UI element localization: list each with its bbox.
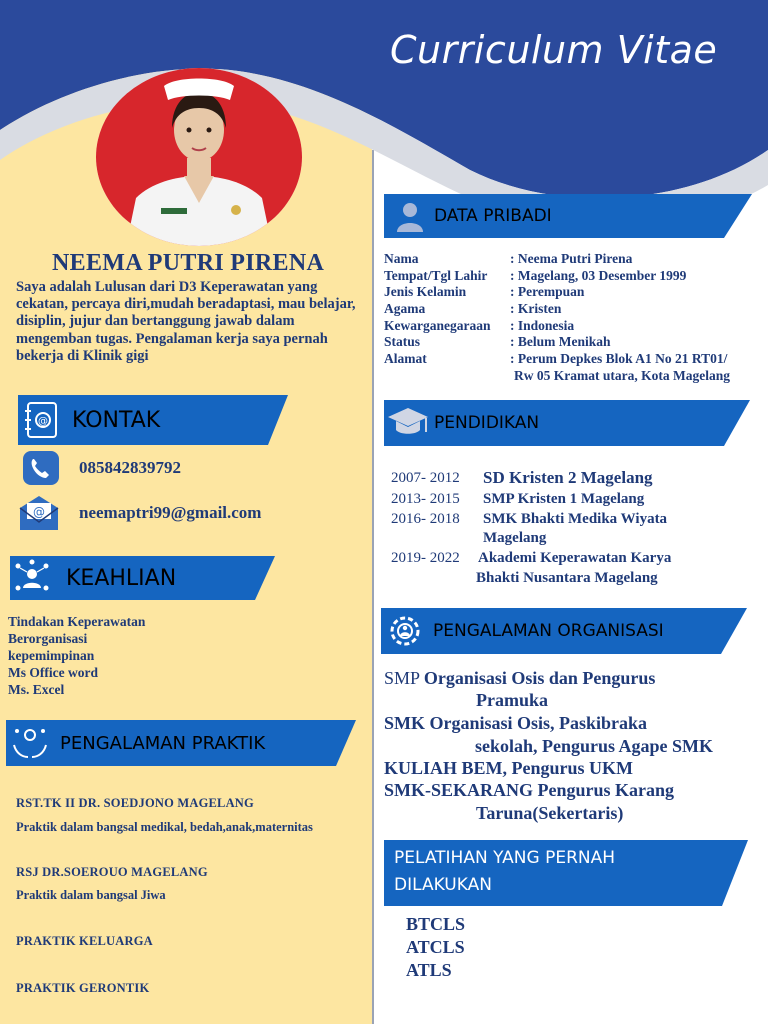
phone-icon bbox=[22, 450, 60, 486]
care-hands-icon bbox=[10, 723, 50, 763]
training-item: ATCLS bbox=[406, 937, 465, 957]
skill-item: Ms Office word bbox=[8, 665, 98, 680]
keahlian-title: KEAHLIAN bbox=[66, 565, 177, 591]
profile-photo bbox=[96, 68, 302, 246]
organization-line: KULIAH BEM, Pengurus UKM bbox=[384, 758, 634, 778]
info-label: Alamat bbox=[384, 351, 427, 367]
education-years: 2007- 2012 bbox=[391, 470, 460, 486]
graduation-cap-icon bbox=[386, 402, 430, 442]
info-value: : Belum Menikah bbox=[510, 334, 611, 350]
contact-email: neemaptri99@gmail.com bbox=[79, 503, 262, 522]
column-divider bbox=[372, 150, 374, 1024]
pendidikan-title: PENDIDIKAN bbox=[434, 413, 540, 433]
skill-item: kepemimpinan bbox=[8, 648, 95, 663]
praktik-banner bbox=[6, 720, 356, 766]
pelatihan-banner bbox=[384, 840, 748, 906]
praktik-title: PENGALAMAN PRAKTIK bbox=[60, 732, 266, 754]
info-value: : Indonesia bbox=[510, 317, 575, 333]
keahlian-banner bbox=[10, 556, 275, 600]
data-pribadi-banner bbox=[384, 194, 752, 238]
data-pribadi-title: DATA PRIBADI bbox=[434, 206, 552, 226]
info-label: Nama bbox=[384, 251, 419, 266]
svg-text:@: @ bbox=[38, 416, 48, 427]
practice-title: RSJ DR.SOEROUO MAGELANG bbox=[16, 865, 208, 879]
education-years: 2013- 2015 bbox=[391, 491, 460, 507]
organization-line: SMK Organisasi Osis, Paskibraka bbox=[384, 713, 648, 733]
skill-item: Tindakan Keperawatan bbox=[8, 614, 146, 629]
organization-line: Pramuka bbox=[476, 690, 548, 710]
education-years: 2019- 2022 bbox=[391, 550, 460, 566]
kontak-banner bbox=[18, 395, 288, 445]
email-icon bbox=[18, 494, 60, 532]
training-item: ATLS bbox=[406, 960, 452, 980]
info-value: Rw 05 Kramat utara, Kota Magelang bbox=[514, 367, 730, 383]
address-book-icon bbox=[22, 400, 62, 440]
pelatihan-title-line2: DILAKUKAN bbox=[394, 875, 492, 895]
profile-summary: Saya adalah Lulusan dari D3 Keperawatan yang cekatan, percaya diri,mudah beradaptasi, mau belajar, disiplin, jujur dan bertanggung jawab dalam mengemban tugas. Pengalaman kerja saya pernah bekerja di Klinik gigi bbox=[16, 279, 356, 364]
skill-item: Ms. Excel bbox=[8, 682, 65, 697]
education-school: SD Kristen 2 Magelang bbox=[483, 468, 653, 487]
education-school: SMP Kristen 1 Magelang bbox=[483, 491, 645, 507]
education-school: Akademi Keperawatan Karya bbox=[478, 550, 672, 566]
education-years: 2016- 2018 bbox=[391, 511, 460, 527]
practice-description: Praktik dalam bangsal Jiwa bbox=[16, 888, 166, 902]
organization-line: Taruna(Sekertaris) bbox=[476, 803, 624, 823]
practice-title: RST.TK II DR. SOEDJONO MAGELANG bbox=[16, 796, 254, 810]
practice-description: Praktik dalam bangsal medikal, bedah,anak,maternitas bbox=[16, 820, 313, 834]
education-school: Magelang bbox=[483, 530, 547, 546]
info-value: : Neema Putri Pirena bbox=[510, 251, 633, 266]
organisasi-title: PENGALAMAN ORGANISASI bbox=[433, 621, 664, 641]
person-network-icon bbox=[12, 558, 52, 598]
info-label: Jenis Kelamin bbox=[384, 284, 467, 300]
organization-line: sekolah, Pengurus Agape SMK bbox=[475, 736, 714, 756]
info-label: Kewarganegaraan bbox=[384, 317, 491, 333]
organisasi-banner bbox=[381, 608, 747, 654]
info-value: : Perempuan bbox=[510, 284, 585, 300]
info-value: : Kristen bbox=[510, 301, 562, 317]
cv-title: Curriculum Vitae bbox=[390, 28, 718, 72]
profile-name: NEEMA PUTRI PIRENA bbox=[52, 250, 325, 276]
organization-line: SMK-SEKARANG Pengurus Karang bbox=[384, 780, 675, 800]
user-icon bbox=[392, 198, 428, 234]
kontak-title: KONTAK bbox=[72, 407, 161, 433]
pelatihan-title-line1: PELATIHAN YANG PERNAH bbox=[394, 848, 616, 868]
skill-item: Berorganisasi bbox=[8, 631, 88, 646]
info-label: Status bbox=[384, 334, 421, 350]
organization-gear-icon bbox=[385, 611, 425, 651]
organization-level: SMP bbox=[384, 668, 424, 688]
contact-phone: 085842839792 bbox=[79, 458, 181, 477]
organization-line bbox=[384, 668, 655, 689]
svg-text:@: @ bbox=[33, 505, 45, 519]
info-label: Tempat/Tgl Lahir bbox=[384, 267, 488, 283]
training-item: BTCLS bbox=[406, 914, 466, 934]
info-label: Agama bbox=[384, 301, 426, 317]
organization-detail: Organisasi Osis dan Pengurus bbox=[423, 668, 656, 688]
info-value: : Perum Depkes Blok A1 No 21 RT01/ bbox=[510, 351, 728, 367]
info-value: : Magelang, 03 Desember 1999 bbox=[510, 267, 687, 283]
education-school: SMK Bhakti Medika Wiyata bbox=[483, 511, 668, 527]
education-school: Bhakti Nusantara Magelang bbox=[476, 570, 658, 586]
practice-title: PRAKTIK KELUARGA bbox=[16, 934, 153, 948]
pendidikan-banner bbox=[384, 400, 750, 446]
practice-title: PRAKTIK GERONTIK bbox=[16, 981, 150, 995]
